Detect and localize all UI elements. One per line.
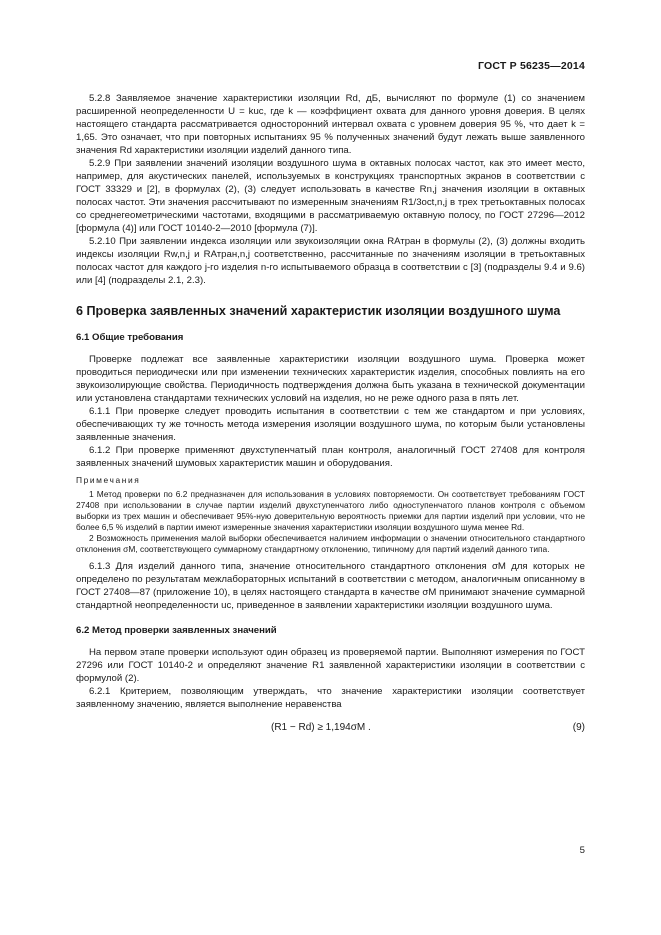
subsection-6-2-title: 6.2 Метод проверки заявленных значений [76, 625, 277, 636]
document-body [76, 92, 585, 741]
notes-heading: Примечания [76, 475, 141, 485]
formula-expression: (R1 − Rd) ≥ 1,194σM . [271, 722, 371, 733]
paragraph-6-1-1: 6.1.1 При проверке следует проводить испытания в соответствии с тем же стандартом и при условиях, обеспечивающих ту же точность метода измерения изоляции воздушного шума, по которым были установлены заявленные значения. [76, 406, 585, 443]
paragraph-6-1-2: 6.1.2 При проверке применяют двухступенчатый план контроля, аналогичный ГОСТ 27408 для контроля заявленных значений шумовых характеристик машин и оборудования. [76, 445, 585, 469]
page-number: 5 [579, 845, 585, 856]
paragraph-5-2-9: 5.2.9 При заявлении значений изоляции воздушного шума в октавных полосах частот, как это имеет место, например, для акустических панелей, используемых в конструкциях транспортных экранов в соответствии с ГОСТ 33329 и [2], в формулах (2), (3) следует использовать в качестве Rn,j значения изоляции в октавных полосах частот. Эти значения рассчитывают по измеренным значениям R1/3oct,n,j в трех третьоктавных полосах со среднегеометрическими частотами, входящими в рассматриваемую октавную полосу, по ГОСТ 27296—2012 [формула (4)] или ГОСТ 10140-2—2010 [формула (7)]. [76, 158, 585, 234]
section-6-title: 6 Проверка заявленных значений характеристик изоляции воздушного шума [76, 304, 561, 318]
formula-number: (9) [572, 722, 585, 733]
formula-9 [76, 715, 585, 741]
paragraph-5-2-8: 5.2.8 Заявляемое значение характеристики изоляции Rd, дБ, вычисляют по формуле (1) со значением расширенной неопределенности U = kuс, где k — коэффициент охвата для данного уровня доверия. В целях настоящего стандарта рассматривается односторонний интервал охвата с уровнем доверия 95 %, что дает k = 1,65. Это означает, что при повторных испытаниях 95 % полученных значений будут лежать выше заявленного значения Rd характеристики изоляции изделий данного типа. [76, 93, 585, 156]
note-2: 2 Возможность применения малой выборки обеспечивается наличием информации о значении относительного стандартного отклонения σM, соответствующего суммарному стандартному отклонению, типичному для партий изделий данного типа. [76, 533, 585, 554]
paragraph-6-2-intro: На первом этапе проверки используют один образец из проверяемой партии. Выполняют измерения по ГОСТ 27296 или ГОСТ 10140-2 и определяют значение R1 заявленной характеристики изоляции в соответствии с формулой (2). [76, 647, 585, 684]
subsection-6-1-title: 6.1 Общие требования [76, 332, 184, 343]
paragraph-6-2-1: 6.2.1 Критерием, позволяющим утверждать, что значение характеристики изоляции соответствует заявленному значению, является выполнение неравенства [76, 686, 585, 710]
standard-code: ГОСТ Р 56235—2014 [477, 60, 585, 72]
paragraph-5-2-10: 5.2.10 При заявлении индекса изоляции или звукоизоляции окна RАтран в формулы (2), (3) должны входить индексы изоляции Rw,n,j и RАтран,n,j соответственно, рассчитанные по значениям изоляции в третьоктавных полосах частот для каждого j-го изделия n-го испытываемого образца в соответствии с [3] (подразделы 9.4 и 9.6) или [4] (подразделы 2.1, 2.3). [76, 236, 585, 286]
paragraph-6-1-intro: Проверке подлежат все заявленные характеристики изоляции воздушного шума. Проверка может проводиться периодически или при изменении технических характеристик изделия, способных повлиять на его звукоизолирующие свойства. Периодичность подтверждения должна быть указана в технической документации или установлена стандартами технических условий на изделия, но не реже одного раза в пять лет. [76, 354, 585, 404]
paragraph-6-1-3: 6.1.3 Для изделий данного типа, значение относительного стандартного отклонения σM для которых не определено по результатам межлабораторных испытаний в соответствии с методом, аналогичным описанному в ГОСТ 27408—87 (приложение 10), в целях настоящего стандарта в качестве σM принимают значение суммарной стандартной неопределенности uс, приведенное в заявлении характеристики изоляции воздушного шума. [76, 561, 585, 611]
note-1: 1 Метод проверки по 6.2 предназначен для использования в условиях повторяемости. Он соответствует требованиям ГОСТ 27408 при использовании в случае партии изделий двухступенчатого либо одноступенчатого планов контроля с объемом выборки из трех машин и обеспечивает 95%-ную доверительную вероятность приемки для партии изделий при условии, что не более 6,5 % изделий в партии имеют измеренные значения характеристики изоляции воздушного шума менее Rd. [76, 489, 585, 532]
